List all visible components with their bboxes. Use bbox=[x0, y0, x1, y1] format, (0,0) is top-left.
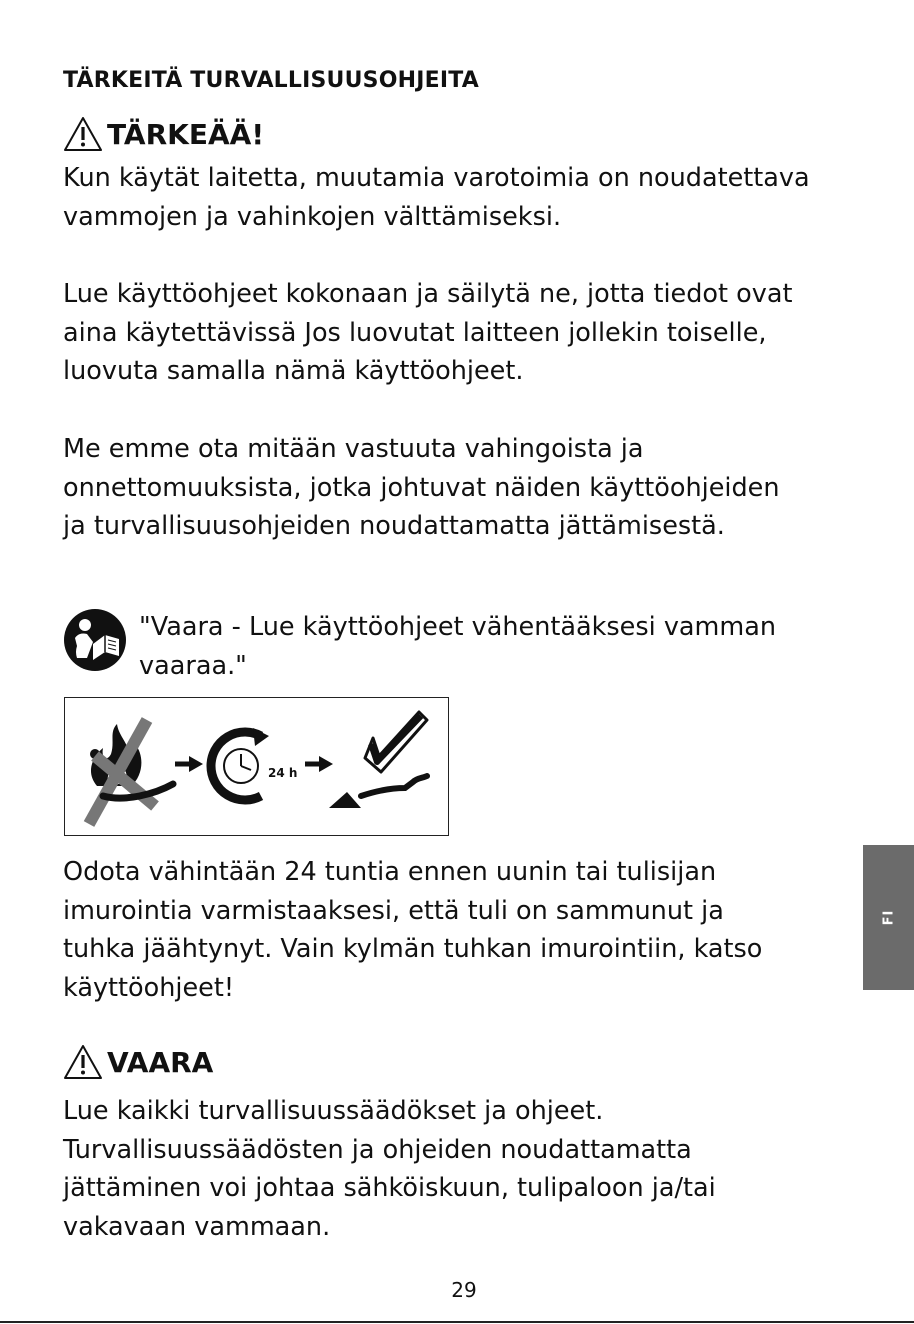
important-heading bbox=[63, 116, 264, 152]
no-fire-icon bbox=[89, 720, 173, 824]
danger-paragraph: Lue kaikki turvallisuussäädökset ja ohjeet. Turvallisuussäädösten ja ohjeiden noudattamatta jättäminen voi johtaa sähköiskuun, tulipaloon ja/tai vakavaan vammaan. bbox=[63, 1096, 716, 1242]
arrow-right-icon bbox=[175, 756, 203, 772]
arrow-right-icon bbox=[305, 756, 333, 772]
language-tab bbox=[863, 845, 914, 990]
read-manual-text: "Vaara - Lue käyttöohjeet vähentääksesi vamman vaaraa." bbox=[139, 612, 777, 681]
page-number: 29 bbox=[451, 1278, 477, 1302]
checkmark-icon bbox=[329, 712, 427, 808]
timer-label: 24 h bbox=[268, 766, 298, 780]
warning-triangle-icon bbox=[63, 1044, 103, 1080]
danger-heading-text: VAARA bbox=[107, 1045, 214, 1079]
bottom-rule bbox=[0, 1321, 914, 1323]
danger-heading bbox=[63, 1044, 213, 1080]
important-paragraph-2: Lue käyttöohjeet kokonaan ja säilytä ne, jotta tiedot ovat aina käytettävissä Jos luovutat laitteen jollekin toiselle, luovuta samalla nämä käyttöohjeet. bbox=[63, 279, 793, 386]
wait-paragraph: Odota vähintään 24 tuntia ennen uunin tai tulisijan imurointia varmistaaksesi, että tuli on sammunut ja tuhka jäähtynyt. Vain kylmän tuhkan imurointiin, katso käyttöohjeet! bbox=[63, 857, 763, 1003]
important-paragraph-3: Me emme ota mitään vastuuta vahingoista ja onnettomuuksista, jotka johtuvat näiden käyttöohjeiden ja turvallisuusohjeiden noudattamatta jättämisestä. bbox=[63, 434, 780, 541]
important-heading-text: TÄRKEÄÄ! bbox=[107, 117, 265, 151]
warning-triangle-icon bbox=[63, 116, 103, 152]
important-paragraph-1: Kun käytät laitetta, muutamia varotoimia on noudatettava vammojen ja vahinkojen välttämiseksi. bbox=[63, 163, 810, 232]
section-title: TÄRKEITÄ TURVALLISUUSOHJEITA bbox=[63, 68, 479, 93]
read-manual-notice bbox=[63, 608, 839, 685]
read-manual-icon bbox=[63, 608, 127, 672]
timer-24h-icon bbox=[211, 728, 297, 800]
language-tab-label: FI bbox=[881, 909, 896, 926]
pictogram-box bbox=[64, 697, 449, 836]
